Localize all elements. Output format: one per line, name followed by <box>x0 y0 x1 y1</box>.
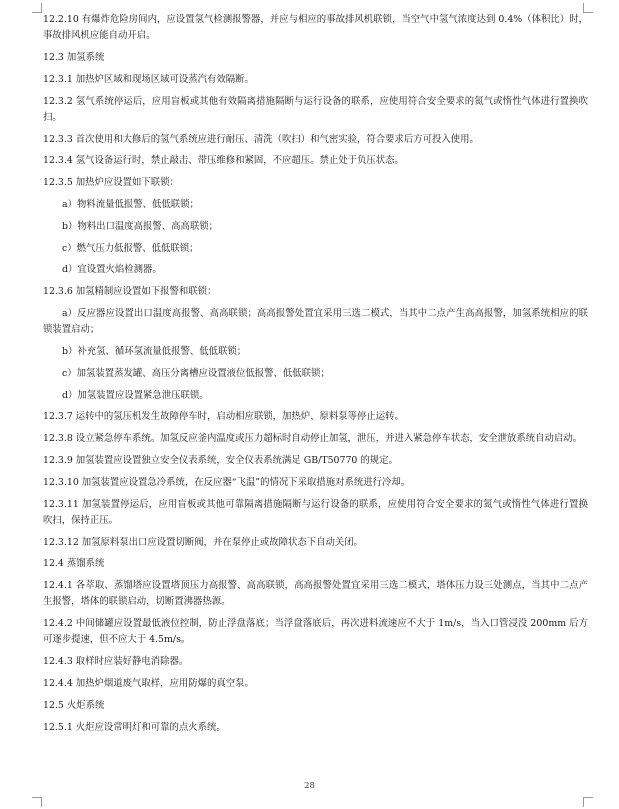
paragraph: 12.3.4 氢气设备运行时，禁止敲击、带压维修和紧固，不应超压。禁止处于负压状态。 <box>43 155 404 167</box>
paragraph: 12.5.1 火炬应设常明灯和可靠的点火系统。 <box>43 721 226 733</box>
paragraph: 12.2.10 有爆炸危险房间内，应设置氢气检测报警器，并应与相应的事故排风机联锁，当空气中氢气浓度达到 0.4%（体积比）时，事故排风机应能自动开启。 <box>43 14 588 42</box>
paragraph: a）物料流量低报警、低低联锁； <box>62 198 199 210</box>
crop-mark-bottom-right <box>583 797 593 807</box>
paragraph: 12.5 火炬系统 <box>43 699 105 711</box>
paragraph: c）加氢装置蒸发罐、高压分离槽应设置液位低报警、低低联锁； <box>62 367 330 379</box>
paragraph: 12.3.6 加氢精制应设置如下报警和联锁： <box>43 286 217 298</box>
paragraph: 12.4.3 取样时应装好静电消除器。 <box>43 656 189 668</box>
paragraph: 12.3.2 氢气系统停运后，应用盲板或其他有效隔离措施隔断与运行设备的联系，应使用符合安全要求的氮气或惰性气体进行置换吹扫。 <box>43 95 588 123</box>
paragraph: d）加氢装置应设置紧急泄压联锁。 <box>62 389 209 401</box>
crop-mark-bottom-left <box>32 797 42 807</box>
paragraph: 12.3 加氢系统 <box>43 52 105 63</box>
paragraph: 12.4.2 中间储罐应设置最低液位控制，防止浮盘落底；当浮盘落底后，再次进料流速应不大于 1m/s，当入口管浸没 200mm 后方可逐步提速，但不应大于 4.5m/s。 <box>43 618 588 646</box>
paragraph: 12.3.10 加氢装置应设置急冷系统，在反应器“飞温”的情况下采取措施对系统进行冷却。 <box>43 476 411 488</box>
paragraph: 12.4.4 加热炉烟道废气取样，应用防爆的真空泵。 <box>43 677 254 689</box>
crop-mark-top-left <box>32 3 42 13</box>
paragraph: 12.3.1 加热炉区域和现场区域可设蒸汽有效隔断。 <box>43 73 254 85</box>
paragraph: 12.4.1 各萃取、蒸馏塔应设置塔顶压力高报警、高高联锁，高高报警处置宜采用三选二模式，塔体压力设三处测点，当其中二点产生报警，塔体的联锁启动，切断置沸器热源。 <box>43 580 588 608</box>
paragraph: 12.3.11 加氢装置停运后，应用盲板或其他可靠隔离措施隔断与运行设备的联系，应使用符合安全要求的氮气或惰性气体进行置换吹扫，保持正压。 <box>43 498 588 526</box>
paragraph: b）物料出口温度高报警、高高联锁； <box>62 220 219 232</box>
paragraph: 12.3.5 加热炉应设置如下联锁： <box>43 177 179 189</box>
paragraph: c）燃气压力低报警、低低联锁； <box>62 242 199 254</box>
paragraph: d）宜设置火焰检测器。 <box>62 264 162 276</box>
paragraph: a）反应器应设置出口温度高报警、高高联锁；高高报警处置宜采用三选二模式，当其中二点产生高高报警，加氢系统相应的联锁装置启动； <box>43 307 588 336</box>
paragraph: 12.3.8 设立紧急停车系统。加氢反应釜内温度或压力超标时自动停止加氢，泄压，并进入紧急停车状态，安全泄放系统自动启动。 <box>43 433 583 445</box>
paragraph: 12.3.7 运转中的氢压机发生故障停车时，启动相应联锁，加热炉、原料泵等停止运转。 <box>43 411 404 423</box>
paragraph: 12.3.9 加氢装置应设置独立安全仪表系统，安全仪表系统满足 GB/T50770 的规定。 <box>43 454 398 466</box>
paragraph: b）补充氢、循环氢流量低报警、低低联锁； <box>62 345 247 357</box>
paragraph: 12.3.12 加氢原料泵出口应设置切断阀，并在泵停止或故障状态下自动关闭。 <box>43 536 364 548</box>
page-number: 28 <box>304 781 315 791</box>
paragraph: 12.3.3 首次使用和大修后的氢气系统应进行耐压、清洗（吹扫）和气密实验，符合要求后方可投入使用。 <box>43 133 479 145</box>
document-body <box>43 12 588 741</box>
paragraph: 12.4 蒸馏系统 <box>43 558 105 570</box>
